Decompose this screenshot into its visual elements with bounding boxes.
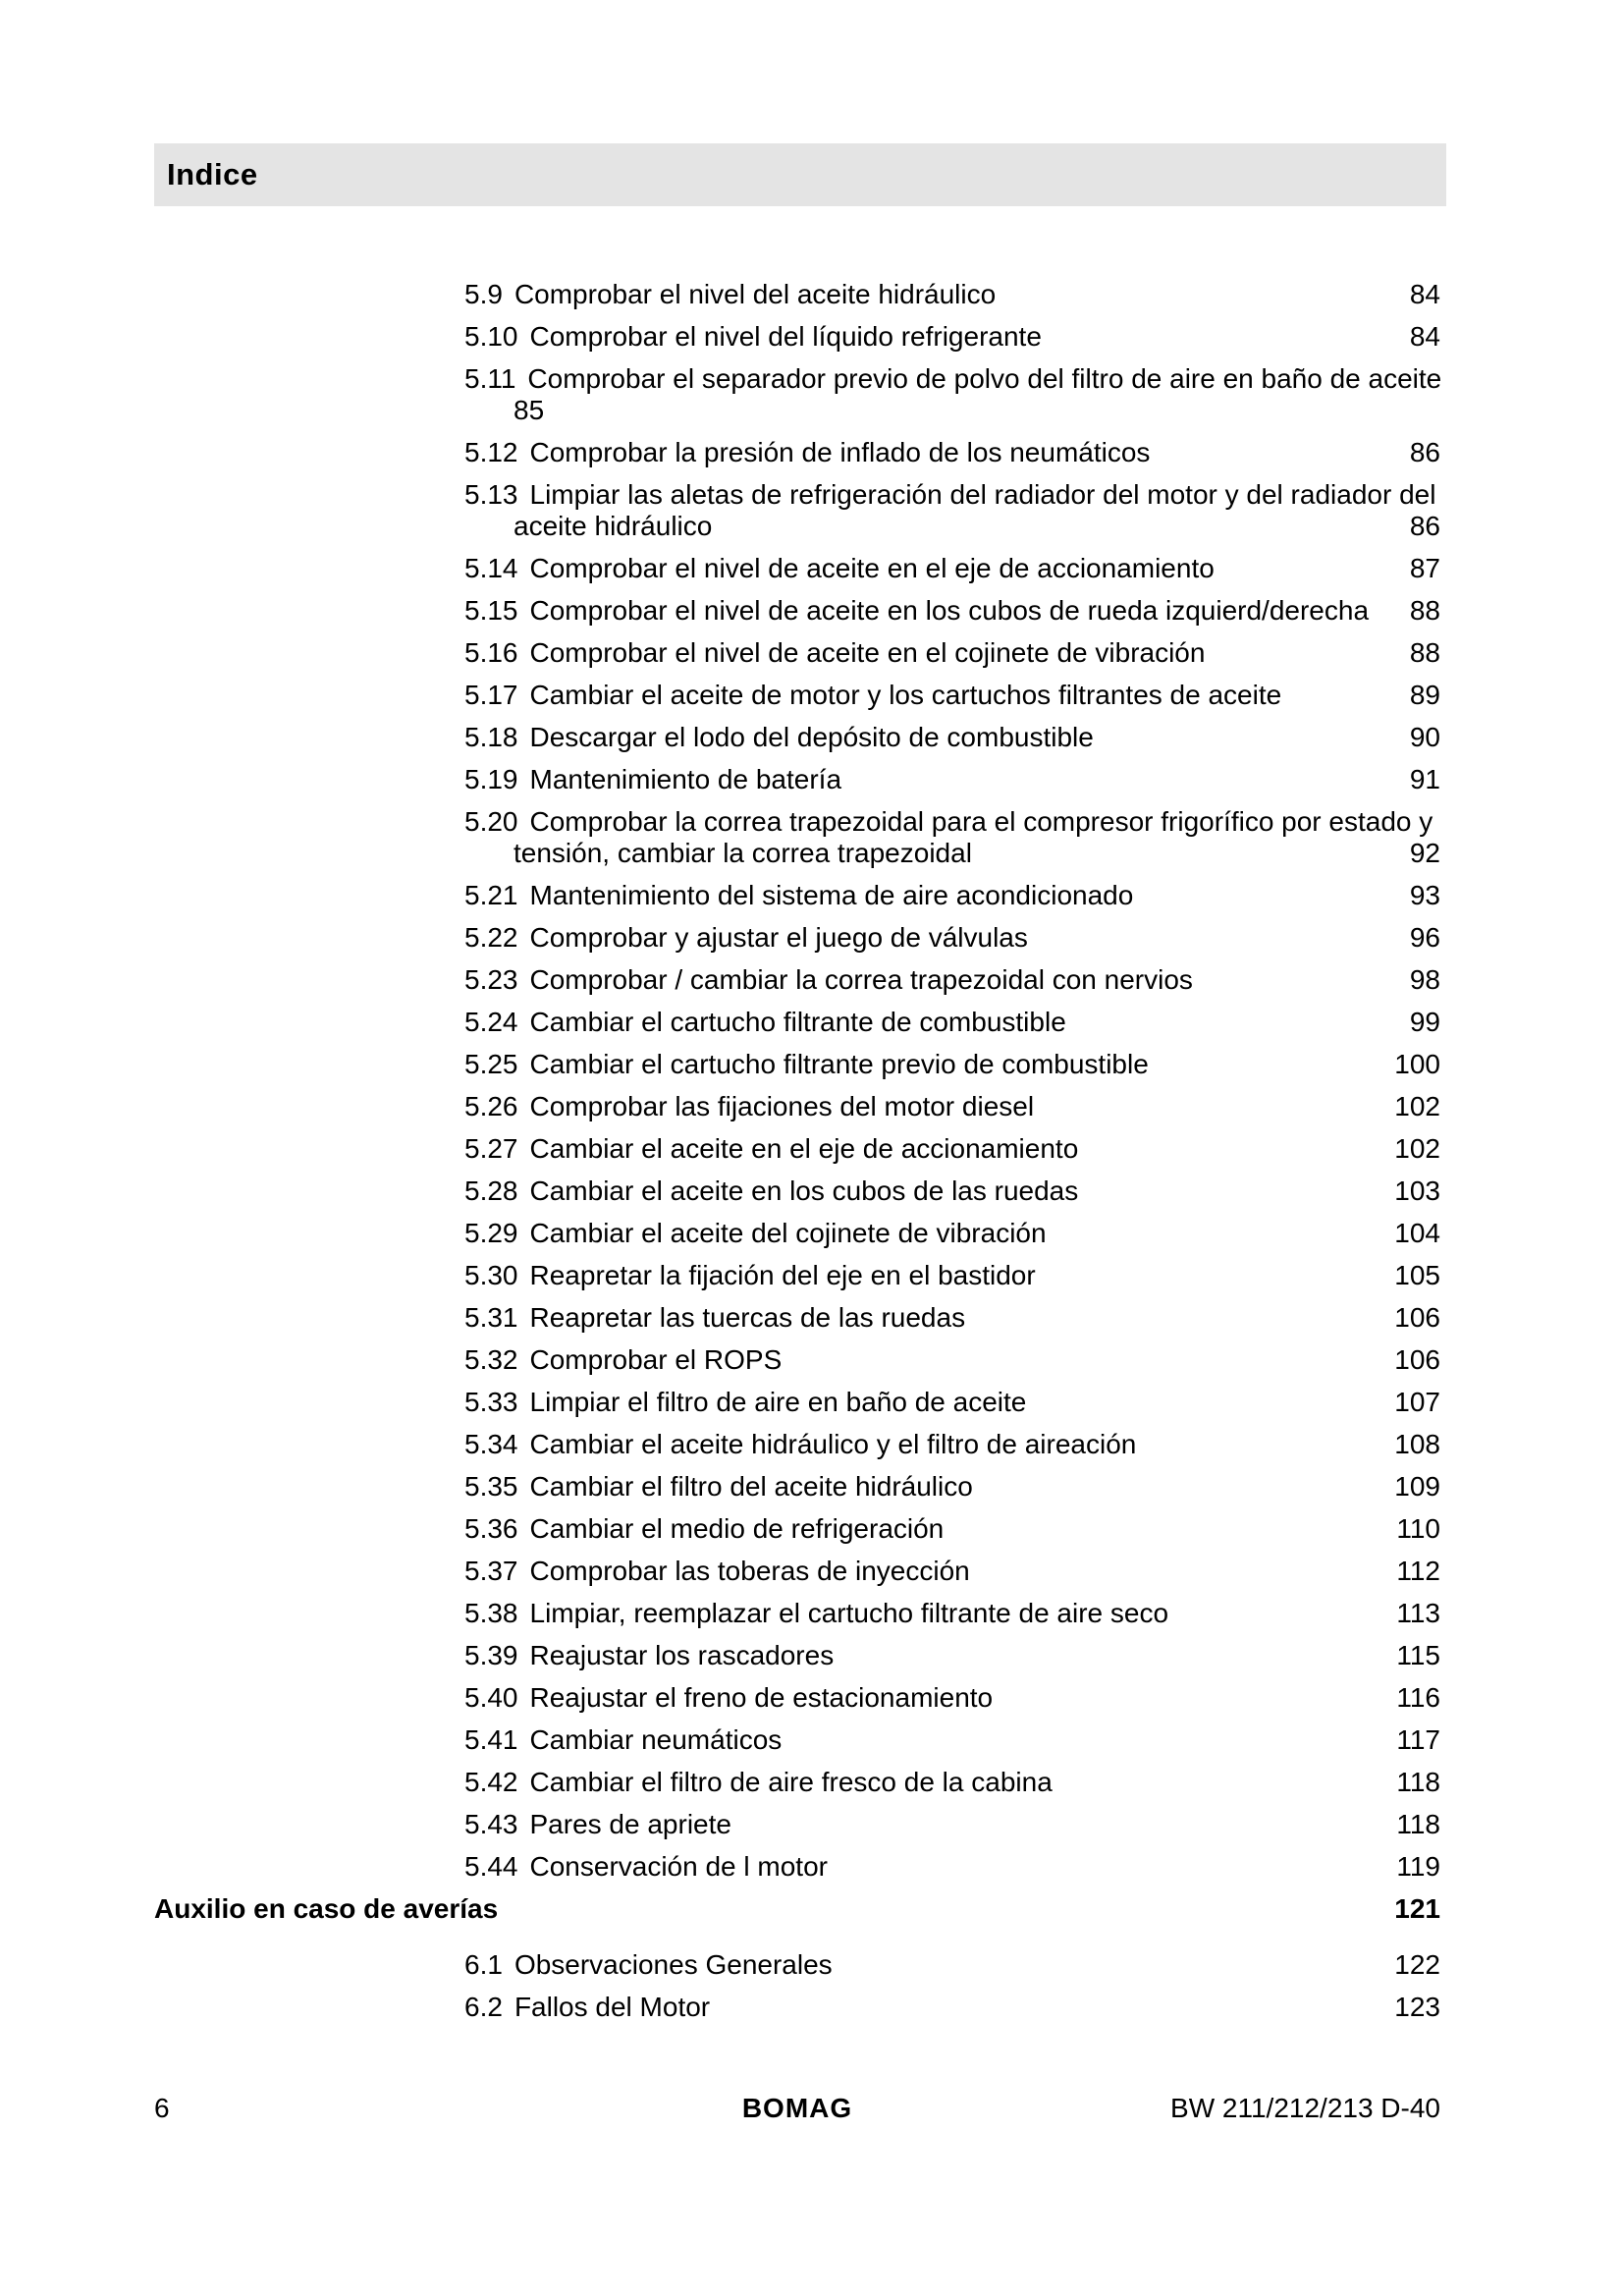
toc-entry-line [154, 680, 1440, 711]
toc-entry-page: 106 [1394, 1344, 1440, 1375]
toc-entry-number: 5.28 [464, 1175, 518, 1206]
toc-entry-page: 109 [1394, 1471, 1440, 1502]
toc-entry-continuation: tensión, cambiar la correa trapezoidal [514, 838, 972, 868]
toc-entry [154, 964, 1440, 996]
toc-entry-number: 5.11 [464, 363, 516, 394]
toc-entry [154, 1767, 1440, 1798]
toc-entry-number: 5.32 [464, 1344, 518, 1375]
toc-entry-page: 102 [1394, 1091, 1440, 1121]
toc-entry-title: Cambiar el aceite hidráulico y el filtro de aireación [529, 1429, 1137, 1459]
toc-entry-line [154, 1091, 1440, 1122]
footer-brand: BOMAG [741, 2093, 853, 2123]
toc-entry-title: Cambiar el aceite en el eje de accionamiento [529, 1133, 1079, 1164]
toc-entry-number: 6.2 [464, 1992, 503, 2022]
toc-entry-page: 100 [1394, 1049, 1440, 1079]
toc-entry-line [154, 1471, 1440, 1503]
toc-entry-page: 88 [1409, 595, 1440, 626]
toc-entry-title: Cambiar el aceite de motor y los cartuchos filtrantes de aceite [529, 680, 1282, 710]
toc-entry [154, 1556, 1440, 1587]
footer-model: BW 211/212/213 D-40 [1170, 2093, 1440, 2123]
toc-entry-number: 5.21 [464, 880, 518, 910]
toc-entry [154, 479, 1440, 542]
toc-entry-title: Cambiar el cartucho filtrante de combustible [529, 1007, 1066, 1037]
toc-entry-number: 5.42 [464, 1767, 518, 1797]
toc-entry-line [154, 1598, 1440, 1629]
toc-entry-line [154, 964, 1440, 996]
toc-entry-title: Comprobar el nivel de aceite en el cojinete de vibración [529, 637, 1206, 668]
toc-entry-number: 5.9 [464, 279, 503, 309]
toc-entry [154, 722, 1440, 753]
toc-entry-title: Comprobar el nivel de aceite en los cubos de rueda izquierd/derecha [529, 595, 1370, 626]
toc-entry [154, 279, 1440, 310]
toc-entry-title: Comprobar el nivel del aceite hidráulico [514, 279, 997, 309]
toc-entry-continuation: aceite hidráulico [514, 511, 713, 541]
toc-entry-line [154, 1682, 1440, 1714]
toc-entry-page: 88 [1409, 637, 1440, 668]
toc-entry-number: 6.1 [464, 1949, 503, 1980]
toc-entry-number: 5.44 [464, 1851, 518, 1882]
toc-entry-page: 108 [1394, 1429, 1440, 1459]
toc-entry-continuation-line [154, 395, 1440, 426]
toc-entry-number: 5.16 [464, 637, 518, 668]
toc-entry-number: 5.22 [464, 922, 518, 953]
toc-entry-page: 91 [1409, 764, 1440, 794]
toc-entry-line [154, 1344, 1440, 1376]
toc-entry [154, 1640, 1440, 1671]
toc-entry-number: 5.35 [464, 1471, 518, 1502]
toc-entry-line [154, 880, 1440, 911]
toc-entry-number: 5.43 [464, 1809, 518, 1839]
toc-entry [154, 321, 1440, 353]
toc-entry-title: Reapretar las tuercas de las ruedas [529, 1302, 966, 1333]
toc-entry-title: Fallos del Motor [514, 1992, 711, 2022]
toc-entry-title: Reapretar la fijación del eje en el bastidor [529, 1260, 1036, 1290]
toc-entry-line [154, 1133, 1440, 1165]
toc-entry-title: Limpiar el filtro de aire en baño de aceite [529, 1387, 1027, 1417]
toc-entry-line [154, 1260, 1440, 1291]
toc-entry-line [154, 553, 1440, 584]
toc-entry-page: 123 [1394, 1992, 1440, 2022]
toc-entry [154, 806, 1440, 869]
toc-entry-number: 5.26 [464, 1091, 518, 1121]
toc-entry-page: 84 [1409, 279, 1440, 309]
toc-entry-number: 5.17 [464, 680, 518, 710]
toc-entry-title: Comprobar el ROPS [529, 1344, 783, 1375]
toc-entry-title: Reajustar el freno de estacionamiento [529, 1682, 994, 1713]
toc-entry-page: 96 [1409, 922, 1440, 953]
toc-entry-page: 90 [1409, 722, 1440, 752]
toc-entry-number: 5.15 [464, 595, 518, 626]
toc-entry [154, 1007, 1440, 1038]
toc-entry [154, 363, 1440, 426]
toc-entry [154, 1992, 1440, 2023]
toc-entry-page: 92 [1409, 838, 1440, 868]
toc-entry-line [154, 1949, 1440, 1981]
toc-entry-number: 5.27 [464, 1133, 518, 1164]
toc-entry-number: 5.31 [464, 1302, 518, 1333]
toc-entry [154, 1302, 1440, 1334]
page-title: Indice [167, 157, 258, 191]
toc-entry-line [154, 722, 1440, 753]
toc-entry [154, 1133, 1440, 1165]
toc-entry-line [154, 1809, 1440, 1840]
toc-entry-title: Comprobar las fijaciones del motor diesel [529, 1091, 1035, 1121]
toc-entry-line [154, 806, 1440, 838]
toc-entry-page: 104 [1394, 1218, 1440, 1248]
toc-entry-title: Descargar el lodo del depósito de combustible [529, 722, 1094, 752]
toc-entry-line [154, 1175, 1440, 1207]
toc-entry [154, 437, 1440, 468]
toc-entry-title: Observaciones Generales [514, 1949, 833, 1980]
toc-entry [154, 1809, 1440, 1840]
toc-entry-title: Cambiar neumáticos [529, 1724, 783, 1755]
toc-entry-page: 84 [1409, 321, 1440, 352]
toc-entry-line [154, 595, 1440, 627]
toc-entry-title: Conservación de l motor [529, 1851, 828, 1882]
toc-entry-title: Pares de apriete [529, 1809, 731, 1839]
toc-entry-page: 113 [1396, 1598, 1440, 1628]
toc-entry-number: 5.41 [464, 1724, 518, 1755]
toc-entry-continuation-line [154, 838, 1440, 869]
toc-entry-page: 85 [514, 395, 545, 425]
toc-entry [154, 1724, 1440, 1756]
toc-entry-page: 119 [1396, 1851, 1440, 1882]
toc-entry-page: 93 [1409, 880, 1440, 910]
toc-entry-number: 5.39 [464, 1640, 518, 1670]
toc-entry-number: 5.14 [464, 553, 518, 583]
toc-entry-page: 115 [1396, 1640, 1440, 1670]
toc-entry-page: 118 [1396, 1767, 1440, 1797]
page-footer [154, 2092, 1440, 2131]
toc-entry [154, 1049, 1440, 1080]
toc-entry [154, 595, 1440, 627]
toc-entry [154, 1260, 1440, 1291]
toc-entry-title: Cambiar el aceite en los cubos de las ruedas [529, 1175, 1079, 1206]
toc-entry-page: 117 [1396, 1724, 1440, 1755]
toc-entry-number: 5.37 [464, 1556, 518, 1586]
toc-entry-title: Comprobar la correa trapezoidal para el compresor frigorífico por estado y [529, 806, 1433, 837]
toc-entry-title: Comprobar y ajustar el juego de válvulas [529, 922, 1028, 953]
toc-entry-title: Comprobar las toberas de inyección [529, 1556, 970, 1586]
toc-entry-line [154, 1724, 1440, 1756]
footer-page-number: 6 [154, 2093, 170, 2123]
toc-entry-page: 112 [1396, 1556, 1440, 1586]
toc-entry-page: 122 [1394, 1949, 1440, 1980]
toc-entry [154, 880, 1440, 911]
toc-entry-page: 102 [1394, 1133, 1440, 1164]
toc-entry-line [154, 637, 1440, 669]
toc-entry-number: 5.30 [464, 1260, 518, 1290]
toc-entry-page: 116 [1396, 1682, 1440, 1713]
toc-entry [154, 1598, 1440, 1629]
toc-entry [154, 1175, 1440, 1207]
toc-chapter-line [154, 1893, 1440, 1925]
toc-entry [154, 1387, 1440, 1418]
toc-chapter-row [154, 1893, 1440, 1925]
toc-entry-number: 5.33 [464, 1387, 518, 1417]
toc-entry [154, 553, 1440, 584]
toc-entry [154, 680, 1440, 711]
toc-entry-number: 5.38 [464, 1598, 518, 1628]
toc-entry-number: 5.12 [464, 437, 518, 467]
toc-entry-line [154, 922, 1440, 954]
toc-entry-title: Comprobar / cambiar la correa trapezoidal con nervios [529, 964, 1193, 995]
toc-entry-page: 98 [1409, 964, 1440, 995]
toc-entry-title: Cambiar el filtro del aceite hidráulico [529, 1471, 973, 1502]
toc-chapter-title: Auxilio en caso de averías [154, 1893, 499, 1924]
toc-entry-title: Limpiar, reemplazar el cartucho filtrante de aire seco [529, 1598, 1169, 1628]
toc-entry [154, 1513, 1440, 1545]
toc-entry-number: 5.23 [464, 964, 518, 995]
toc-entry-title: Comprobar el separador previo de polvo del filtro de aire en baño de aceite [527, 363, 1442, 394]
toc-entry-continuation-line [154, 511, 1440, 542]
toc-entry [154, 1851, 1440, 1883]
toc-entry-number: 5.19 [464, 764, 518, 794]
toc-entry-line [154, 437, 1440, 468]
toc-entry-number: 5.20 [464, 806, 518, 837]
toc-entry-page: 103 [1394, 1175, 1440, 1206]
toc-entry-line [154, 363, 1440, 395]
toc-entry-line [154, 1767, 1440, 1798]
toc-entry [154, 764, 1440, 795]
toc-entry-number: 5.40 [464, 1682, 518, 1713]
toc-entry-title: Comprobar el nivel del líquido refrigerante [529, 321, 1042, 352]
toc-entry-number: 5.18 [464, 722, 518, 752]
toc-entry-line [154, 479, 1440, 511]
toc-entry-line [154, 1992, 1440, 2023]
toc-entry-page: 86 [1409, 511, 1440, 541]
toc-entry [154, 1949, 1440, 1981]
toc-entry-number: 5.29 [464, 1218, 518, 1248]
toc-entry-line [154, 279, 1440, 310]
toc-entry-title: Cambiar el filtro de aire fresco de la cabina [529, 1767, 1053, 1797]
toc-entry-number: 5.24 [464, 1007, 518, 1037]
table-of-contents [154, 279, 1440, 2034]
toc-entry [154, 922, 1440, 954]
toc-entry-title: Mantenimiento de batería [529, 764, 842, 794]
toc-entry-line [154, 1429, 1440, 1460]
toc-entry-title: Reajustar los rascadores [529, 1640, 835, 1670]
toc-entry-line [154, 1387, 1440, 1418]
toc-entry-page: 106 [1394, 1302, 1440, 1333]
toc-entry-page: 87 [1409, 553, 1440, 583]
toc-entry-line [154, 1049, 1440, 1080]
toc-entry-title: Limpiar las aletas de refrigeración del radiador del motor y del radiador del [529, 479, 1436, 510]
toc-entry-title: Cambiar el aceite del cojinete de vibración [529, 1218, 1047, 1248]
toc-entry-number: 5.34 [464, 1429, 518, 1459]
toc-entry-page: 110 [1396, 1513, 1440, 1544]
toc-entry [154, 1218, 1440, 1249]
toc-entry-title: Cambiar el medio de refrigeración [529, 1513, 945, 1544]
toc-entry-number: 5.13 [464, 479, 518, 510]
toc-entry-page: 99 [1409, 1007, 1440, 1037]
toc-entry-number: 5.36 [464, 1513, 518, 1544]
toc-entry-page: 89 [1409, 680, 1440, 710]
toc-entry-title: Cambiar el cartucho filtrante previo de combustible [529, 1049, 1149, 1079]
toc-chapter-page: 121 [1394, 1893, 1440, 1924]
toc-entry [154, 1429, 1440, 1460]
toc-entry-number: 5.10 [464, 321, 518, 352]
toc-entry-line [154, 1640, 1440, 1671]
toc-entry-line [154, 764, 1440, 795]
toc-entry-page: 86 [1409, 437, 1440, 467]
section-title-bar [154, 143, 1446, 206]
toc-entry-page: 107 [1394, 1387, 1440, 1417]
toc-entry-title: Comprobar la presión de inflado de los neumáticos [529, 437, 1151, 467]
toc-entry [154, 1091, 1440, 1122]
toc-entry-page: 105 [1394, 1260, 1440, 1290]
toc-entry-line [154, 1302, 1440, 1334]
toc-entry-line [154, 1556, 1440, 1587]
toc-entry-page: 118 [1396, 1809, 1440, 1839]
toc-entry-title: Mantenimiento del sistema de aire acondicionado [529, 880, 1134, 910]
toc-entry [154, 1682, 1440, 1714]
toc-entry-line [154, 1851, 1440, 1883]
toc-entry-line [154, 321, 1440, 353]
toc-entry [154, 637, 1440, 669]
toc-entry [154, 1344, 1440, 1376]
toc-entry-line [154, 1218, 1440, 1249]
toc-entry-line [154, 1007, 1440, 1038]
toc-entry-title: Comprobar el nivel de aceite en el eje de accionamiento [529, 553, 1215, 583]
toc-entry-line [154, 1513, 1440, 1545]
toc-entry-number: 5.25 [464, 1049, 518, 1079]
toc-entry [154, 1471, 1440, 1503]
